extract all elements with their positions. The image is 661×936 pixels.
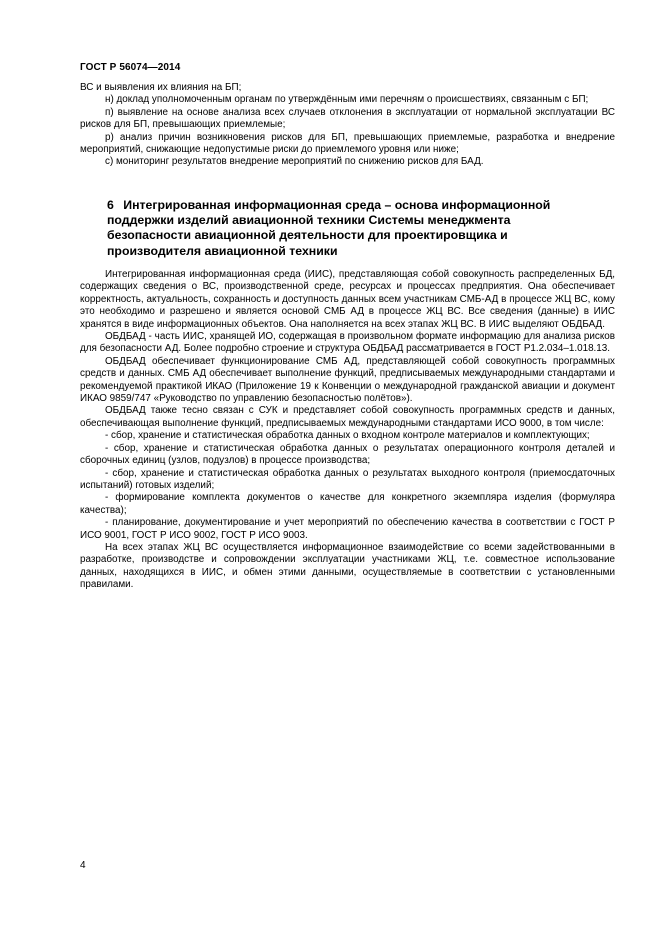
requirements-list [80,82,615,169]
bullet-item: - сбор, хранение и статистическая обработка данных о результатах операционного контроля деталей и сборочных единиц (узлов, подузлов) в процессе производства; [80,442,615,467]
section-heading [107,198,597,259]
list-item: р) анализ причин возникновения рисков для БП, превышающих приемлемые, разработка и внедрение мероприятий, снижающие недопустимые риски до приемлемого уровня или ниже; [80,131,615,156]
bullet-item: - формирование комплекта документов о качестве для конкретного экземпляра изделия (формуляра качества); [80,492,615,516]
paragraph: ОБДБАД также тесно связан с СУК и представляет собой совокупность программных средств и данных, обеспечивающая выполнение функций, предписываемых международными стандартами ИСО 9000, в том числе: [80,405,615,429]
list-item: ВС и выявления их влияния на БП; [80,82,242,93]
bullet-item: - планирование, документирование и учет мероприятий по обеспечению качества в соответствии с ГОСТ Р ИСО 9001, ГОСТ Р ИСО 9002, ГОСТ Р ИСО 9003. [80,517,615,541]
closing-paragraph: На всех этапах ЖЦ ВС осуществляется информационное взаимодействие со всеми задействованными в разработке, производстве и сопровождении эксплуатации участниками ЖЦ, т.е. совместное использование данных, находящихся в ИИС, и обмен этими данными, осуществляемые в соответствии с установленными правилами. [80,541,615,591]
page-number: 4 [80,860,86,871]
section-body [80,269,615,592]
bullet-item: - сбор, хранение и статистическая обработка данных о входном контроле материалов и комплектующих; [105,430,590,442]
section-title-text: Интегрированная информационная среда – основа информационной поддержки изделий авиационной техники Системы менеджмента безопасности авиационной деятельности для проектировщика и производителя авиационной техники [107,198,551,258]
list-item: п) выявление на основе анализа всех случаев отклонения в эксплуатации от нормальной эксплуатации ВС рисков для БП, превышающих приемлемые; [80,106,615,131]
paragraph: ОБДБАД обеспечивает функционирование СМБ АД, представляющей собой совокупность программных средств и данных. СМБ АД обеспечивает выполнение функций, предписываемых международными стандартами и рекомендуемой практикой ИКАО (Приложение 19 к Конвенции о международной гражданской авиации и документ ИКАО 9859/747 «Руководство по управлению безопасностью полётов»). [80,355,615,405]
bullet-item: - сбор, хранение и статистическая обработка данных о результатах выходного контроля (приемосдаточных испытаний) готовых изделий; [80,467,615,491]
document-header: ГОСТ Р 56074—2014 [80,62,181,73]
list-item: с) мониторинг результатов внедрение мероприятий по снижению рисков для БАД. [105,156,484,168]
paragraph: Интегрированная информационная среда (ИИС), представляющая собой совокупность распределенных БД, содержащих сведения о ВС, производственной среде, ресурсах и процессах предприятия. Она обеспечивает корректность, актуальность, сохранность и доступность данных всем участникам СМБ-АД в процессе ЖЦ ВС, кому это необходимо и разрешено и является основой СМБ АД в процессе ЖЦ ВС. Все сведения (данные) в ИИС хранятся в виде информационных объектов. Она наполняется на всех этапах ЖЦ ВС. В ИИС выделяют ОБДБАД. [80,269,615,330]
section-number: 6 [107,198,114,212]
paragraph: ОБДБАД - часть ИИС, хранящей ИО, содержащая в произвольном формате информацию для анализа рисков для безопасности АД. Более подробно строение и структура ОБДБАД рассматривается в ГОСТ Р1.2.034–1.018.13. [80,331,615,355]
list-item: н) доклад уполномоченным органам по утверждённым ими перечням о происшествиях, связанным с БП; [105,94,589,106]
